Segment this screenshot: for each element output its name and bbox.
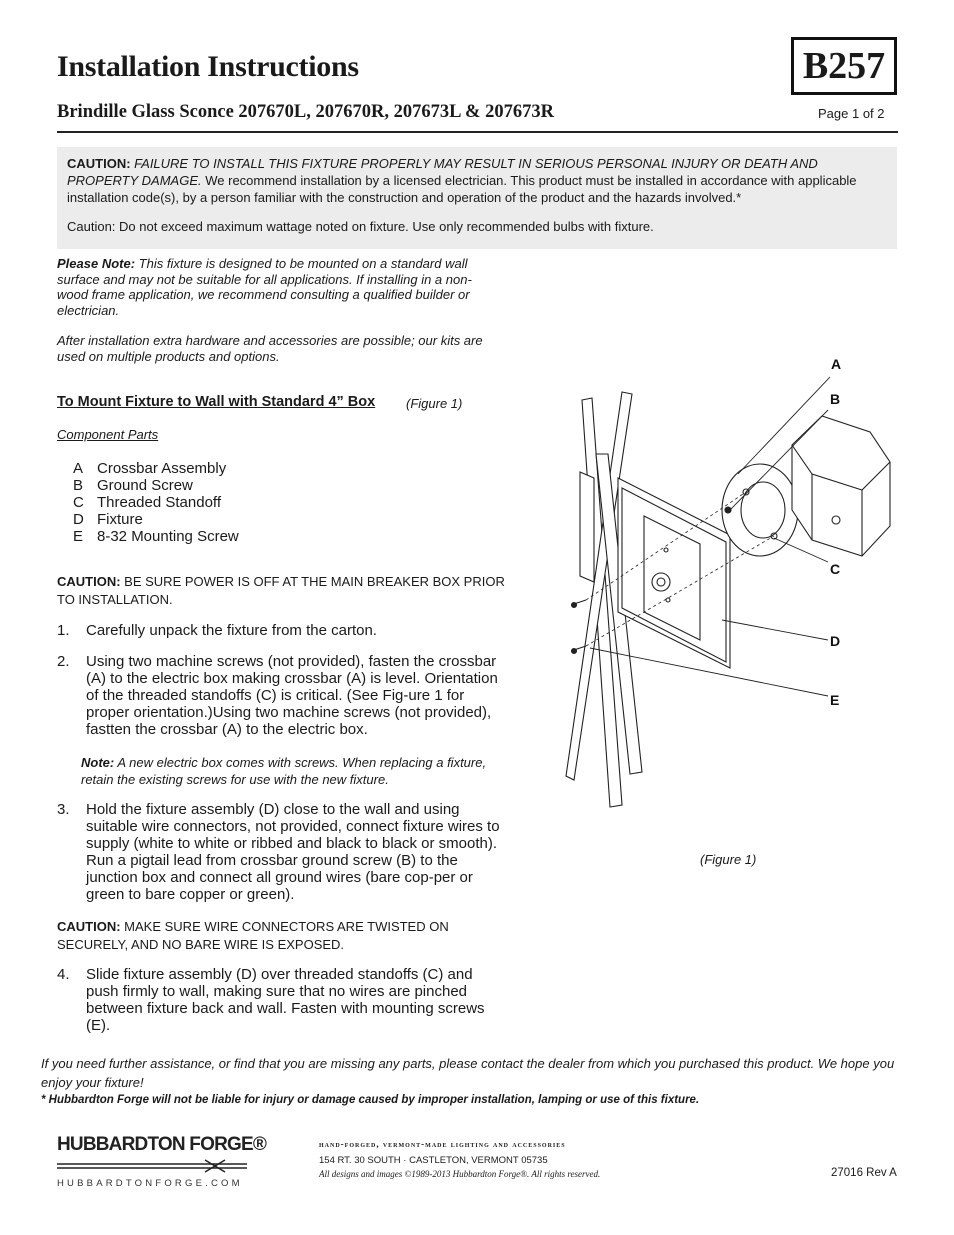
caution-statement <box>67 155 889 206</box>
component-parts-list <box>73 460 239 545</box>
liability-disclaimer: * Hubbardton Forge will not be liable for injury or damage caused by improper installation, lamping or use of this fixture. <box>41 1094 700 1106</box>
callout-a: A <box>831 356 842 372</box>
website-link[interactable]: HUBBARDTONFORGE.COM <box>57 1178 243 1189</box>
step-item: 3. Hold the fixture assembly (D) close to the wall and using suitable wire connectors, not provided, connect fixture wires to supply (white to white or ribbed and black to black or smooth). Run a pigtail lead from crossbar ground screw (B) to the junction box and connect all ground wires (bare cop-per or green to bare copper or green). <box>57 801 500 903</box>
callout-b: B <box>830 391 841 407</box>
please-note <box>57 256 502 318</box>
header-divider <box>57 131 898 133</box>
caution-body: We recommend installation by a licensed electrician. This product must be installed in accordance with applicable installation code(s), by a person familiar with the construction and operation of the product and the hazards involved.* <box>67 173 857 205</box>
mount-section-heading: To Mount Fixture to Wall with Standard 4” Box <box>57 394 376 410</box>
step-item: 1. Carefully unpack the fixture from the carton. <box>57 622 377 639</box>
caution-warning: FAILURE TO INSTALL THIS FIXTURE PROPERLY MAY RESULT IN SERIOUS PERSONAL INJURY OR DEATH AND PROPERTY DAMAGE. <box>67 156 818 188</box>
wattage-caution: Caution: Do not exceed maximum wattage noted on fixture. Use only recommended bulbs with fixture. <box>67 219 654 234</box>
step-item: 2. Using two machine screws (not provided), fasten the crossbar (A) to the electric box making crossbar (A) is level. Orientation of the threaded standoffs (C) is critical. (See Fig-ure 1 for proper orientation.)Using two machine screws (not provided), fastten the crossbar (A) to the electric box. <box>57 653 498 738</box>
wire-caution: CAUTION: MAKE SURE WIRE CONNECTORS ARE TWISTED ON SECURELY, AND NO BARE WIRE IS EXPOSED. <box>57 919 449 952</box>
brand-name: HUBBARDTON FORGE® <box>57 1134 267 1155</box>
company-address: 154 RT. 30 SOUTH · CASTLETON, VERMONT 05735 <box>319 1155 548 1166</box>
list-item: E 8-32 Mounting Screw <box>73 528 239 545</box>
installation-diagram <box>560 350 900 820</box>
list-item: A Crossbar Assembly <box>73 460 227 477</box>
step-item: 4. Slide fixture assembly (D) over threaded standoffs (C) and push firmly to wall, making sure that no wires are pinched between fixture back and wall. Fasten with mounting screws (E). <box>57 966 485 1034</box>
please-note-label: Please Note: <box>57 256 136 271</box>
step-note: Note: A new electric box comes with screws. When replacing a fixture, retain the existing screws for use with the new fixture. <box>81 755 487 787</box>
list-item: C Threaded Standoff <box>73 494 221 511</box>
power-caution: CAUTION: BE SURE POWER IS OFF AT THE MAIN BREAKER BOX PRIOR TO INSTALLATION. <box>57 574 505 607</box>
list-item: B Ground Screw <box>73 477 193 494</box>
component-parts-heading: Component Parts <box>57 427 159 442</box>
product-subtitle: Brindille Glass Sconce 207670L, 207670R, 207673L & 207673R <box>57 102 554 122</box>
please-note-text: This fixture is designed to be mounted on a standard wall surface and may not be suitable for all applications. If installing in a non-wood frame application, we recommend consulting a qualified builder or electrician. <box>57 256 472 318</box>
document-number: B257 <box>791 37 897 95</box>
assistance-note: If you need further assistance, or find that you are missing any parts, please contact the dealer from which you purchased this product. We hope you enjoy your fixture! <box>41 1056 895 1090</box>
revision-number: 27016 Rev A <box>831 1167 897 1179</box>
brand-tagline: hand-forged, vermont-made lighting and accessories <box>319 1139 566 1149</box>
figure-reference: (Figure 1) <box>406 396 463 411</box>
callout-d: D <box>830 633 841 649</box>
page-number: Page 1 of 2 <box>818 106 885 121</box>
figure-caption: (Figure 1) <box>700 852 757 867</box>
page-title: Installation Instructions <box>57 50 359 83</box>
callout-e: E <box>830 692 840 708</box>
callout-c: C <box>830 561 841 577</box>
caution-label: CAUTION: <box>67 156 131 171</box>
list-item: D Fixture <box>73 511 143 528</box>
hardware-note: After installation extra hardware and accessories are possible; our kits are used on multiple products and options. <box>57 333 483 364</box>
copyright-notice: All designs and images ©1989-2013 Hubbardton Forge®. All rights reserved. <box>319 1169 601 1179</box>
